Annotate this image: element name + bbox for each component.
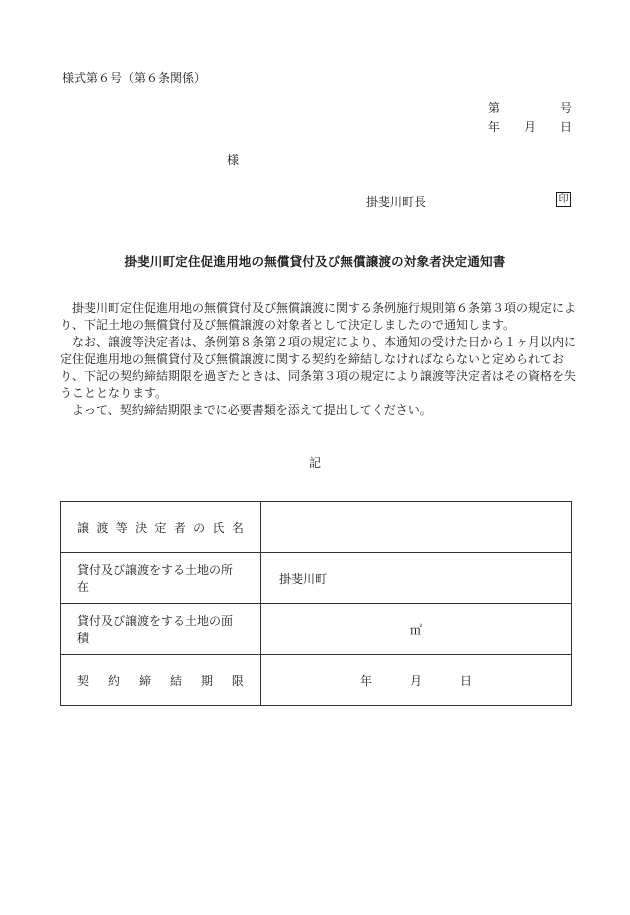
issue-year: 年 bbox=[488, 120, 501, 134]
deadline-month: 月 bbox=[409, 673, 422, 688]
recipient-name-label-char: 名 bbox=[231, 520, 244, 535]
land-location-label: 貸付及び譲渡をする土地の所在 bbox=[61, 553, 261, 604]
body-text bbox=[60, 300, 585, 419]
form-number: 様式第６号（第６条関係） bbox=[62, 71, 207, 85]
body-paragraph-1: 掛斐川町定住促進用地の無償貸付及び無償譲渡に関する条例施行規則第６条第３項の規定により、下記土地の無償貸付及び無償譲渡の対象者として決定しましたので通知します。 bbox=[60, 301, 577, 332]
contract-deadline-label-char: 契 bbox=[77, 673, 90, 688]
contract-deadline-label-char: 限 bbox=[231, 673, 244, 688]
issue-date bbox=[488, 118, 572, 135]
issue-month: 月 bbox=[523, 120, 536, 134]
contract-deadline-label-char: 期 bbox=[200, 673, 213, 688]
body-paragraph-2: なお、譲渡等決定者は、条例第８条第２項の規定により、本通知の受けた日から１ヶ月以内に定住促進用地の無償貸付及び無償譲渡に関する契約を締結しなければならないと定められており、下記の契約締結期限を過ぎたときは、同条第３項の規定により譲渡等決定者はその資格を失うこととなります。 bbox=[60, 335, 577, 400]
document-title: 掛斐川町定住促進用地の無償貸付及び無償譲渡の対象者決定通知書 bbox=[124, 254, 506, 269]
seal-icon: 印 bbox=[556, 192, 571, 207]
document-number bbox=[488, 99, 572, 116]
recipient-name-label-char: 者 bbox=[173, 520, 186, 535]
table-row bbox=[61, 553, 572, 604]
contract-deadline-label-char: 約 bbox=[107, 673, 120, 688]
number-suffix: 号 bbox=[559, 101, 572, 115]
issuer-name: 掛斐川町長 bbox=[366, 195, 427, 209]
table-row bbox=[61, 655, 572, 706]
recipient-name-label-char: 譲 bbox=[77, 520, 90, 535]
recipient-name-label-char: 定 bbox=[154, 520, 167, 535]
contract-deadline-label bbox=[61, 655, 261, 706]
ki-heading: 記 bbox=[308, 456, 321, 470]
deadline-day: 日 bbox=[460, 673, 473, 688]
body-paragraph-3: よって、契約締結期限までに必要書類を添えて提出してください。 bbox=[72, 403, 432, 417]
recipient-name-label-char: 氏 bbox=[212, 520, 225, 535]
table-row bbox=[61, 604, 572, 655]
land-area-value: ㎡ bbox=[261, 604, 572, 655]
table-row bbox=[61, 502, 572, 553]
recipient-name-label-char: の bbox=[193, 520, 206, 535]
deadline-year: 年 bbox=[359, 673, 372, 688]
recipient-name-label bbox=[61, 502, 261, 553]
recipient-name-label-char: 等 bbox=[115, 520, 128, 535]
land-location-value: 掛斐川町 bbox=[261, 553, 572, 604]
contract-deadline-value bbox=[261, 655, 572, 706]
issue-day: 日 bbox=[559, 120, 572, 134]
recipient-honorific: 様 bbox=[227, 153, 240, 167]
details-table bbox=[60, 501, 572, 706]
contract-deadline-label-char: 結 bbox=[169, 673, 182, 688]
contract-deadline-label-char: 締 bbox=[138, 673, 151, 688]
recipient-name-label-char: 渡 bbox=[96, 520, 109, 535]
recipient-name-value bbox=[261, 502, 572, 553]
land-area-label: 貸付及び譲渡をする土地の面積 bbox=[61, 604, 261, 655]
recipient-name-label-char: 決 bbox=[135, 520, 148, 535]
number-prefix: 第 bbox=[488, 101, 501, 115]
